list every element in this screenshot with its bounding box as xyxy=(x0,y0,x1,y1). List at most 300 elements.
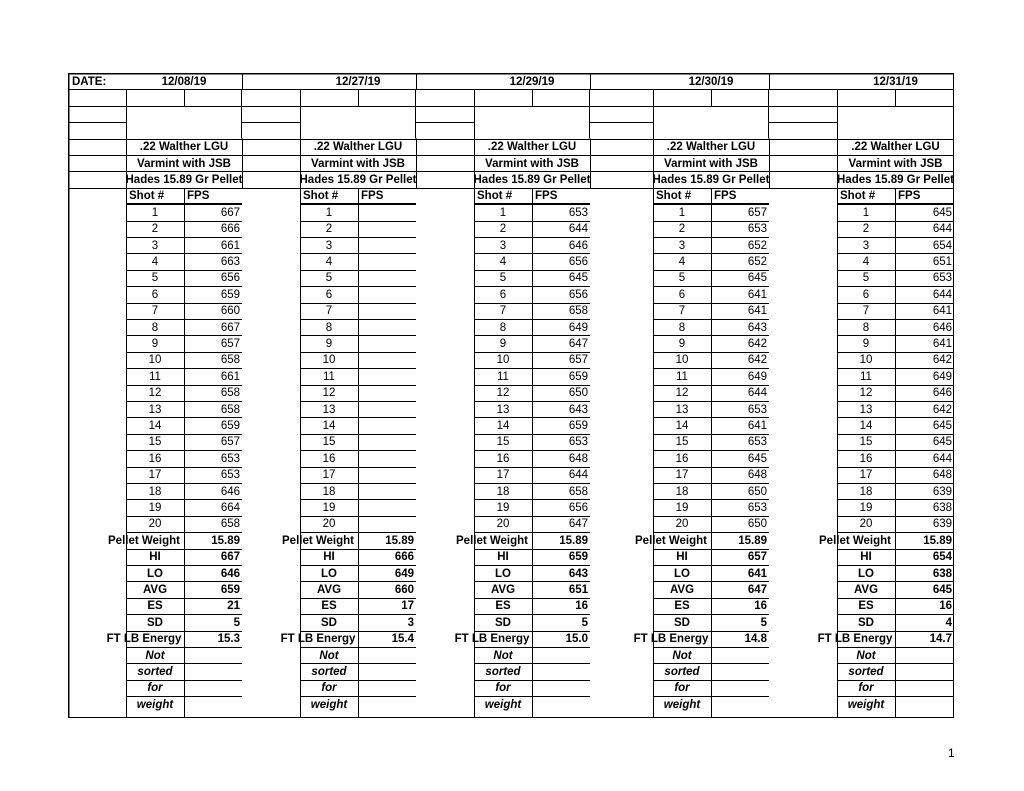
stat-value-avg: 645 xyxy=(932,583,952,596)
shot-number: 6 xyxy=(499,288,507,301)
stat-label-lo: LO xyxy=(495,567,511,580)
fps-value: 663 xyxy=(220,255,240,268)
stat-value-es: 16 xyxy=(575,600,588,613)
shot-number: 13 xyxy=(496,403,510,416)
shot-number: 7 xyxy=(862,305,870,318)
shot-number: 1 xyxy=(499,206,507,219)
shot-number: 8 xyxy=(151,321,159,334)
shot-number: 3 xyxy=(862,239,870,252)
shot-number: 17 xyxy=(496,469,510,482)
stat-label-energy: FT LB Energy xyxy=(280,633,356,646)
shot-number: 13 xyxy=(148,403,162,416)
fps-value xyxy=(358,385,414,401)
stat-label-es: ES xyxy=(858,600,874,613)
shot-number: 6 xyxy=(151,288,159,301)
fps-value xyxy=(358,254,414,270)
rifle-description: .22 Walther LGU xyxy=(666,141,756,154)
shot-number: 20 xyxy=(148,518,162,531)
shot-number: 7 xyxy=(325,305,333,318)
rifle-description: .22 Walther LGU xyxy=(851,141,940,154)
rifle-description: .22 Walther LGU xyxy=(139,141,229,154)
stat-label-avg: AVG xyxy=(669,583,695,596)
shot-header: Shot # xyxy=(840,190,876,203)
stat-label-avg: AVG xyxy=(853,583,879,596)
shot-number: 9 xyxy=(678,337,686,350)
stat-value-es: 16 xyxy=(939,600,952,613)
fps-value: 648 xyxy=(932,469,952,482)
stat-label-avg: AVG xyxy=(490,583,516,596)
fps-value xyxy=(358,500,414,516)
fps-header: FPS xyxy=(714,190,737,203)
stat-value-pellet-weight: 15.89 xyxy=(923,534,952,547)
rifle-description: Varmint with JSB xyxy=(664,157,758,170)
stat-label-es: ES xyxy=(674,600,690,613)
shot-number: 16 xyxy=(148,452,162,465)
stat-value-sd: 4 xyxy=(945,616,952,629)
weight-note: weight xyxy=(663,698,701,711)
fps-value: 641 xyxy=(747,419,767,432)
fps-value: 653 xyxy=(932,272,952,285)
fps-value: 644 xyxy=(568,223,588,236)
shot-number: 16 xyxy=(675,452,689,465)
shot-number: 15 xyxy=(148,436,162,449)
shot-number: 2 xyxy=(325,223,333,236)
fps-value: 639 xyxy=(932,518,952,531)
stat-label-hi: HI xyxy=(676,551,688,564)
shot-header: Shot # xyxy=(129,190,165,203)
fps-value: 645 xyxy=(932,419,952,432)
fps-value: 653 xyxy=(747,403,767,416)
date-label: DATE: xyxy=(72,75,107,88)
shot-number: 17 xyxy=(148,469,162,482)
stat-value-es: 17 xyxy=(401,600,414,613)
fps-value: 644 xyxy=(932,452,952,465)
fps-value xyxy=(358,369,414,385)
fps-value: 657 xyxy=(220,337,240,350)
shot-number: 16 xyxy=(859,452,873,465)
shot-number: 18 xyxy=(148,485,162,498)
shot-number: 14 xyxy=(322,419,336,432)
stat-value-pellet-weight: 15.89 xyxy=(211,534,240,547)
fps-value: 650 xyxy=(568,387,588,400)
stat-label-avg: AVG xyxy=(142,583,168,596)
weight-note: for xyxy=(495,682,511,695)
weight-note: sorted xyxy=(137,665,173,678)
weight-note: weight xyxy=(310,698,348,711)
stat-label-energy: FT LB Energy xyxy=(454,633,530,646)
fps-value: 645 xyxy=(747,452,767,465)
fps-value: 646 xyxy=(220,485,240,498)
weight-note: sorted xyxy=(311,665,347,678)
shot-number: 16 xyxy=(322,452,336,465)
velocity-log-table xyxy=(68,73,954,718)
shot-number: 20 xyxy=(859,518,873,531)
stat-value-es: 21 xyxy=(227,600,240,613)
stat-value-sd: 3 xyxy=(407,616,414,629)
session-date: 12/29/19 xyxy=(509,75,555,88)
fps-value: 659 xyxy=(568,370,588,383)
stat-value-sd: 5 xyxy=(760,616,767,629)
stat-value-pellet-weight: 15.89 xyxy=(738,534,767,547)
fps-value: 657 xyxy=(747,206,767,219)
shot-number: 1 xyxy=(325,206,333,219)
shot-number: 6 xyxy=(678,288,686,301)
fps-value: 653 xyxy=(747,223,767,236)
stat-label-energy: FT LB Energy xyxy=(817,633,893,646)
weight-note: sorted xyxy=(485,665,521,678)
fps-value: 649 xyxy=(568,321,588,334)
stat-value-lo: 638 xyxy=(932,567,952,580)
fps-value xyxy=(358,238,414,254)
rifle-description: Varmint with JSB xyxy=(311,157,405,170)
weight-note: for xyxy=(858,682,874,695)
shot-number: 19 xyxy=(148,501,162,514)
shot-number: 1 xyxy=(862,206,870,219)
fps-value: 652 xyxy=(747,255,767,268)
shot-number: 1 xyxy=(678,206,686,219)
stat-label-hi: HI xyxy=(323,551,335,564)
shot-number: 18 xyxy=(675,485,689,498)
fps-value: 659 xyxy=(568,419,588,432)
shot-number: 4 xyxy=(151,255,159,268)
shot-number: 19 xyxy=(496,501,510,514)
fps-value: 645 xyxy=(747,272,767,285)
shot-number: 8 xyxy=(325,321,333,334)
fps-value: 644 xyxy=(747,387,767,400)
stat-value-lo: 646 xyxy=(220,567,240,580)
stat-value-avg: 659 xyxy=(220,583,240,596)
fps-value xyxy=(358,336,414,352)
fps-value: 642 xyxy=(747,354,767,367)
fps-value: 646 xyxy=(568,239,588,252)
fps-value: 644 xyxy=(932,288,952,301)
shot-number: 20 xyxy=(675,518,689,531)
shot-number: 8 xyxy=(678,321,686,334)
shot-number: 11 xyxy=(860,370,872,383)
shot-number: 10 xyxy=(148,354,162,367)
stat-label-lo: LO xyxy=(321,567,337,580)
stat-label-energy: FT LB Energy xyxy=(633,633,709,646)
rifle-description: .22 Walther LGU xyxy=(487,141,577,154)
shot-number: 11 xyxy=(323,370,335,383)
rifle-description: .22 Walther LGU xyxy=(313,141,403,154)
shot-number: 18 xyxy=(859,485,873,498)
rifle-description: Hades 15.89 Gr Pellet xyxy=(837,173,954,186)
fps-value: 653 xyxy=(568,436,588,449)
shot-number: 14 xyxy=(859,419,873,432)
fps-value: 641 xyxy=(932,305,952,318)
weight-note: Not xyxy=(493,649,513,662)
fps-value: 650 xyxy=(747,518,767,531)
stat-label-sd: SD xyxy=(147,616,163,629)
shot-number: 3 xyxy=(325,239,333,252)
fps-value: 645 xyxy=(932,206,952,219)
shot-number: 7 xyxy=(499,305,507,318)
weight-note: Not xyxy=(856,649,876,662)
fps-value xyxy=(358,205,414,221)
fps-value: 644 xyxy=(932,223,952,236)
weight-note: weight xyxy=(847,698,885,711)
fps-value: 646 xyxy=(932,321,952,334)
stat-value-hi: 657 xyxy=(747,551,767,564)
shot-number: 8 xyxy=(862,321,870,334)
fps-value: 646 xyxy=(932,387,952,400)
fps-value: 666 xyxy=(220,223,240,236)
stat-label-sd: SD xyxy=(321,616,337,629)
shot-number: 9 xyxy=(325,337,333,350)
weight-note: Not xyxy=(145,649,165,662)
fps-value: 656 xyxy=(568,501,588,514)
fps-value xyxy=(358,434,414,450)
shot-header: Shot # xyxy=(303,190,339,203)
shot-number: 8 xyxy=(499,321,507,334)
stat-label-sd: SD xyxy=(674,616,690,629)
fps-value: 659 xyxy=(220,419,240,432)
fps-value: 641 xyxy=(747,305,767,318)
stat-label-lo: LO xyxy=(858,567,874,580)
shot-number: 3 xyxy=(678,239,686,252)
stat-label-pellet-weight: Pellet Weight xyxy=(282,534,354,547)
stat-value-lo: 641 xyxy=(747,567,767,580)
shot-number: 2 xyxy=(151,223,159,236)
shot-header: Shot # xyxy=(477,190,513,203)
fps-header: FPS xyxy=(898,190,921,203)
shot-number: 10 xyxy=(675,354,689,367)
shot-number: 12 xyxy=(859,387,873,400)
stat-value-energy: 14.8 xyxy=(744,633,767,646)
shot-number: 18 xyxy=(322,485,336,498)
shot-number: 5 xyxy=(325,272,333,285)
shot-number: 20 xyxy=(496,518,510,531)
rifle-description: Varmint with JSB xyxy=(137,157,231,170)
fps-header: FPS xyxy=(535,190,558,203)
rifle-description: Hades 15.89 Gr Pellet xyxy=(473,173,591,186)
fps-value xyxy=(358,270,414,286)
fps-value: 649 xyxy=(747,370,767,383)
fps-value: 659 xyxy=(220,288,240,301)
fps-header: FPS xyxy=(361,190,384,203)
shot-number: 18 xyxy=(496,485,510,498)
fps-value: 654 xyxy=(932,239,952,252)
fps-value: 651 xyxy=(932,255,952,268)
fps-value: 653 xyxy=(747,501,767,514)
stat-label-lo: LO xyxy=(147,567,163,580)
fps-value: 657 xyxy=(220,436,240,449)
stat-label-sd: SD xyxy=(858,616,874,629)
page-number: 1 xyxy=(948,746,955,760)
fps-value: 667 xyxy=(220,206,240,219)
fps-value: 641 xyxy=(747,288,767,301)
stat-value-sd: 5 xyxy=(581,616,588,629)
stat-value-energy: 14.7 xyxy=(929,633,952,646)
shot-number: 6 xyxy=(862,288,870,301)
fps-value: 642 xyxy=(932,403,952,416)
stat-value-avg: 647 xyxy=(747,583,767,596)
fps-value xyxy=(358,418,414,434)
fps-value: 648 xyxy=(568,452,588,465)
fps-value: 648 xyxy=(747,469,767,482)
stat-value-es: 16 xyxy=(754,600,767,613)
weight-note: sorted xyxy=(848,665,884,678)
shot-number: 5 xyxy=(151,272,159,285)
stat-label-lo: LO xyxy=(674,567,690,580)
fps-value: 641 xyxy=(932,337,952,350)
fps-value: 664 xyxy=(220,501,240,514)
shot-number: 20 xyxy=(322,518,336,531)
stat-label-es: ES xyxy=(147,600,163,613)
fps-value xyxy=(358,320,414,336)
rifle-description: Hades 15.89 Gr Pellet xyxy=(299,173,417,186)
shot-number: 4 xyxy=(862,255,870,268)
stat-label-energy: FT LB Energy xyxy=(106,633,182,646)
fps-value xyxy=(358,451,414,467)
shot-number: 15 xyxy=(675,436,689,449)
weight-note: weight xyxy=(136,698,174,711)
fps-value: 643 xyxy=(568,403,588,416)
weight-note: Not xyxy=(672,649,692,662)
shot-number: 2 xyxy=(678,223,686,236)
stat-label-es: ES xyxy=(321,600,337,613)
fps-value: 649 xyxy=(932,370,952,383)
shot-number: 12 xyxy=(496,387,510,400)
fps-value: 639 xyxy=(932,485,952,498)
stat-value-lo: 649 xyxy=(394,567,414,580)
session-date: 12/30/19 xyxy=(688,75,734,88)
shot-number: 12 xyxy=(675,387,689,400)
shot-number: 13 xyxy=(675,403,689,416)
fps-value: 656 xyxy=(568,288,588,301)
shot-number: 4 xyxy=(678,255,686,268)
shot-number: 15 xyxy=(859,436,873,449)
shot-number: 9 xyxy=(151,337,159,350)
fps-value: 658 xyxy=(220,354,240,367)
fps-value: 650 xyxy=(747,485,767,498)
shot-number: 13 xyxy=(859,403,873,416)
session-date: 12/08/19 xyxy=(161,75,207,88)
shot-number: 9 xyxy=(862,337,870,350)
stat-value-hi: 667 xyxy=(220,551,240,564)
stat-label-hi: HI xyxy=(149,551,161,564)
shot-number: 5 xyxy=(678,272,686,285)
stat-value-pellet-weight: 15.89 xyxy=(559,534,588,547)
shot-number: 4 xyxy=(499,255,507,268)
shot-number: 11 xyxy=(149,370,161,383)
fps-value xyxy=(358,287,414,303)
fps-value xyxy=(358,516,414,532)
shot-header: Shot # xyxy=(656,190,692,203)
shot-number: 19 xyxy=(859,501,873,514)
shot-number: 12 xyxy=(148,387,162,400)
shot-number: 19 xyxy=(675,501,689,514)
stat-value-sd: 5 xyxy=(233,616,240,629)
fps-value: 644 xyxy=(568,469,588,482)
fps-value xyxy=(358,484,414,500)
stat-label-sd: SD xyxy=(495,616,511,629)
fps-value: 645 xyxy=(932,436,952,449)
fps-value: 658 xyxy=(220,387,240,400)
fps-value: 656 xyxy=(220,272,240,285)
shot-number: 14 xyxy=(496,419,510,432)
weight-note: Not xyxy=(319,649,339,662)
rifle-description: Hades 15.89 Gr Pellet xyxy=(652,173,770,186)
stat-label-es: ES xyxy=(495,600,511,613)
rifle-description: Varmint with JSB xyxy=(848,157,943,170)
fps-value: 638 xyxy=(932,501,952,514)
fps-value: 667 xyxy=(220,321,240,334)
shot-number: 2 xyxy=(862,223,870,236)
shot-number: 12 xyxy=(322,387,336,400)
fps-value: 656 xyxy=(568,255,588,268)
fps-value: 658 xyxy=(220,518,240,531)
weight-note: weight xyxy=(484,698,522,711)
fps-value: 658 xyxy=(220,403,240,416)
fps-value: 653 xyxy=(747,436,767,449)
fps-value xyxy=(358,303,414,319)
stat-label-avg: AVG xyxy=(316,583,342,596)
fps-value: 661 xyxy=(220,239,240,252)
fps-value: 661 xyxy=(220,370,240,383)
fps-value: 652 xyxy=(747,239,767,252)
shot-number: 13 xyxy=(322,403,336,416)
stat-value-hi: 666 xyxy=(394,551,414,564)
stat-value-energy: 15.3 xyxy=(217,633,240,646)
fps-value: 642 xyxy=(747,337,767,350)
fps-value: 653 xyxy=(568,206,588,219)
shot-number: 10 xyxy=(496,354,510,367)
shot-number: 1 xyxy=(151,206,159,219)
stat-value-lo: 643 xyxy=(568,567,588,580)
shot-number: 9 xyxy=(499,337,507,350)
fps-value: 647 xyxy=(568,337,588,350)
stat-value-pellet-weight: 15.89 xyxy=(385,534,414,547)
fps-value: 658 xyxy=(568,485,588,498)
fps-value: 658 xyxy=(568,305,588,318)
stat-value-hi: 659 xyxy=(568,551,588,564)
shot-number: 17 xyxy=(859,469,873,482)
fps-value: 657 xyxy=(568,354,588,367)
weight-note: for xyxy=(321,682,337,695)
stat-label-pellet-weight: Pellet Weight xyxy=(456,534,528,547)
shot-number: 7 xyxy=(678,305,686,318)
shot-number: 15 xyxy=(322,436,336,449)
stat-label-hi: HI xyxy=(860,551,872,564)
rifle-description: Hades 15.89 Gr Pellet xyxy=(125,173,243,186)
session-date: 12/27/19 xyxy=(335,75,381,88)
weight-note: sorted xyxy=(664,665,700,678)
shot-number: 19 xyxy=(322,501,336,514)
shot-number: 14 xyxy=(675,419,689,432)
shot-number: 10 xyxy=(322,354,336,367)
shot-number: 17 xyxy=(675,469,689,482)
shot-number: 4 xyxy=(325,255,333,268)
shot-number: 10 xyxy=(859,354,873,367)
shot-number: 17 xyxy=(322,469,336,482)
fps-value: 660 xyxy=(220,305,240,318)
shot-number: 15 xyxy=(496,436,510,449)
fps-value: 647 xyxy=(568,518,588,531)
shot-number: 11 xyxy=(676,370,688,383)
stat-value-energy: 15.0 xyxy=(565,633,588,646)
session-date: 12/31/19 xyxy=(873,75,918,88)
fps-value xyxy=(358,221,414,237)
stat-value-avg: 651 xyxy=(568,583,588,596)
stat-value-avg: 660 xyxy=(394,583,414,596)
shot-number: 16 xyxy=(496,452,510,465)
stat-label-pellet-weight: Pellet Weight xyxy=(819,534,891,547)
fps-value: 653 xyxy=(220,469,240,482)
fps-value xyxy=(358,352,414,368)
fps-header: FPS xyxy=(187,190,210,203)
